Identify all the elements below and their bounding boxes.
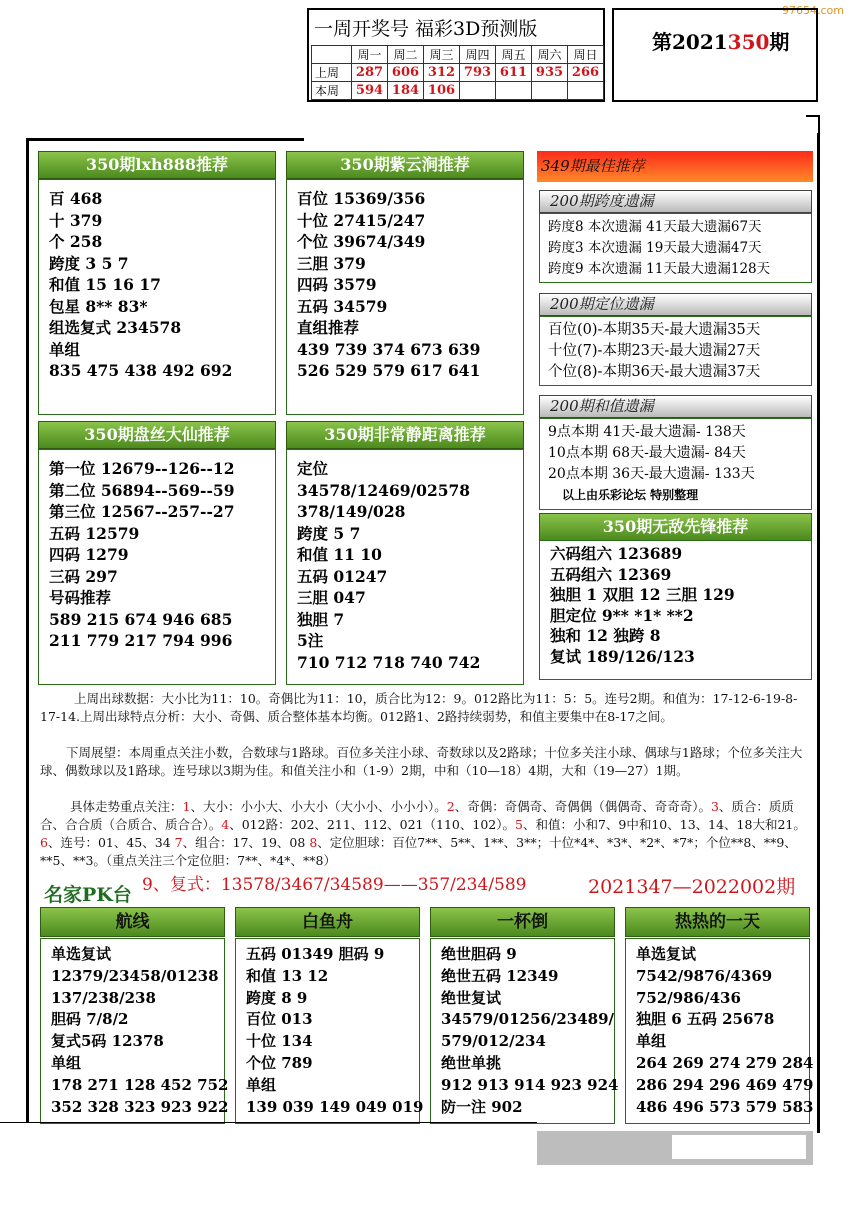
weekday-header: 周二 [388,46,424,64]
omission-line: 20点本期 36天-最大遗漏- 133天 [548,466,755,482]
panel-line: 第二位 56894--569--59 [49,480,235,500]
analysis-num: 2 [446,799,455,814]
panel-lxh888 [38,179,276,415]
panel-line: 912 913 914 923 924 [441,1075,619,1094]
omission-line: 跨度3 本次遗漏 19天最大遗漏47天 [548,240,762,256]
panel-title-ziyunjian: 350期紫云涧推荐 [286,151,524,179]
panel-line: 百 468 [49,189,103,208]
panel-line: 439 739 374 673 639 [297,339,481,359]
analysis-last-week: 上周出球数据：大小比为11：10。奇偶比为11：10，质合比为12：9。012路比为11：5：5。连号2期。和值为：17-12-6-19-8-17-14.上周出球特点分析：大小、奇偶、质合整体基本均衡。012路1、2路持续弱势，和值主要集中在8-17之间。 [40,691,798,724]
sum-omission-box [539,418,812,510]
panel-line: 单组 [246,1075,277,1094]
bottom-title-rerederyitian: 热热的一天 [625,907,810,937]
panel-line: 12379/23458/01238 [51,966,219,985]
row-label: 上周 [312,64,352,82]
analysis-text: 具体走势重点关注： [70,799,183,814]
panel-line: 定位 [297,459,329,478]
pk-period: 2021347—2022002期 [588,876,796,898]
panel-line: 178 271 128 452 752 [51,1075,229,1094]
panel-line: 四码 1279 [49,545,129,564]
panel-line: 十位 27415/247 [297,210,426,230]
weekday-header: 周四 [460,46,496,64]
panel-line: 个位 789 [246,1053,313,1072]
panel-line: 211 779 217 794 996 [49,631,233,650]
panel-line: 跨度 8 9 [246,988,308,1007]
panel-line: 352 328 323 923 922 [51,1097,229,1116]
panel-line: 包星 8** 83* [49,296,148,316]
draw-number [496,82,532,100]
weekday-header: 周五 [496,46,532,64]
panel-line: 五码组六 12369 [550,564,672,584]
panel-line: 绝世复试 [441,988,502,1007]
panel-line: 710 712 718 740 742 [297,652,481,672]
panel-line: 三胆 047 [297,588,366,607]
analysis-outlook: 下周展望：本周重点关注小数，合数球与1路球。百位多关注小球、奇数球以及2路球；十位多关注小球、偶球与1路球；个位多关注大球、偶数球以及1路球。连号球以3期为佳。和值关注小和（1-9）2期，中和（10—18）4期，大和（19—27）1期。 [40,745,803,778]
panel-line: 个 258 [49,232,103,251]
pk-label: 名家PK台 [44,884,132,906]
footer-inner [672,1135,806,1159]
watermark: 97654.com [782,4,844,17]
panel-line: 绝世胆码 9 [441,945,517,963]
panel-line: 835 475 438 492 692 [49,361,233,380]
issue-prefix: 第2021 [652,30,728,54]
panel-line: 防一注 902 [441,1097,523,1116]
draw-number [460,82,496,100]
table-row [312,82,604,100]
panel-line: 单组 [51,1053,82,1072]
panel-line: 和值 15 16 17 [49,275,161,294]
panel-title-feichangjingjuli: 350期非常静距离推荐 [286,421,524,449]
omission-line: 9点本期 41天-最大遗漏- 138天 [548,424,746,440]
position-omission-title: 200期定位遗漏 [539,293,812,316]
panel-line: 单组 [49,339,81,359]
analysis-text: 、012路：202、211、112、021（110、102）。 [229,817,515,832]
panel-line: 三码 297 [49,566,118,586]
draw-number: 266 [568,64,604,82]
weekday-header: 周六 [532,46,568,64]
issue-number [652,26,789,55]
panel-line: 跨度 3 5 7 [49,253,129,273]
row-label: 本周 [312,82,352,100]
weekly-draw-table [311,45,604,100]
bottom-line [0,1122,537,1123]
analysis-text: 、和值：小和7、9中和10、13、14、18大和21。 [522,817,806,832]
panel-feichangjingjuli [286,449,524,685]
panel-line: 34578/12469/02578 [297,480,471,500]
bottom-title-baiyuzhou: 白鱼舟 [235,907,420,937]
bottom-panel-rerederyitian [625,938,814,1124]
credit-note: 以上由乐彩论坛 特别整理 [562,488,699,502]
panel-line: 589 215 674 946 685 [49,609,233,629]
panel-line: 单选复试 [51,945,112,963]
panel-line: 号码推荐 [49,588,112,607]
weekday-header: 周三 [424,46,460,64]
panel-title-lxh888: 350期lxh888推荐 [38,151,276,179]
panel-line: 264 269 274 279 284 [636,1053,814,1072]
analysis-num: 5 [514,817,523,832]
panel-line: 胆码 7/8/2 [51,1010,129,1029]
panel-line: 7542/9876/4369 [636,966,773,985]
panel-line: 独和 12 独跨 8 [550,626,661,645]
panel-line: 独胆 7 [297,609,345,629]
issue-box [612,8,818,102]
panel-line: 5注 [297,631,324,650]
draw-number: 184 [388,82,424,100]
panel-line: 和值 11 10 [297,545,382,564]
panel-ziyunjian [286,179,524,415]
panel-line: 和值 13 12 [246,966,329,985]
panel-line: 独胆 6 五码 25678 [636,1010,775,1029]
analysis-num: 1 [182,799,191,814]
draw-number: 106 [424,82,460,100]
panel-line: 绝世五码 12349 [441,966,559,985]
panel-line: 139 039 149 049 019 [246,1097,424,1116]
panel-line: 752/986/436 [636,988,741,1007]
draw-number: 606 [388,64,424,82]
panel-line: 五码 01247 [297,566,388,586]
sum-omission-title: 200期和值遗漏 [539,395,812,418]
panel-line: 526 529 579 617 641 [297,361,481,380]
analysis-num: 4 [221,817,230,832]
analysis-trends [40,798,810,870]
bottom-panel-yibeidao [430,938,619,1124]
analysis-num: 6 [40,835,48,850]
bottom-title-hangxian: 航线 [40,907,225,937]
panel-line: 百位 15369/356 [297,189,426,208]
analysis-text: 、大小：小小大、小大小（大小小、小小小）。 [190,799,447,814]
analysis-text: 、连号：01、45、34 [47,835,175,850]
panel-line: 跨度 5 7 [297,523,361,543]
analysis-num: 7 [174,835,183,850]
frame-line [26,138,304,141]
panel-title-wudixianfeng: 350期无敌先锋推荐 [539,513,812,541]
bottom-title-yibeidao: 一杯倒 [430,907,615,937]
issue-suffix: 期 [769,30,790,54]
header-title: 一周开奖号 福彩3D预测版 [314,18,538,40]
panel-line: 三胆 379 [297,253,366,273]
panel-line: 组选复式 234578 [49,318,182,337]
draw-number: 611 [496,64,532,82]
draw-number: 935 [532,64,568,82]
panel-title-pansidaxian: 350期盘丝大仙推荐 [38,421,276,449]
omission-line: 跨度8 本次遗漏 41天最大遗漏67天 [548,219,762,235]
omission-line: 10点本期 68天-最大遗漏- 84天 [548,445,746,461]
panel-line: 单选复试 [636,945,697,963]
table-row [312,46,604,64]
panel-line: 486 496 573 579 583 [636,1097,814,1116]
omission-line: 跨度9 本次遗漏 11天最大遗漏128天 [548,261,771,277]
analysis-text: 、组合：17、19、08 [182,835,310,850]
panel-line: 378/149/028 [297,502,406,521]
panel-line: 复试 189/126/123 [550,646,695,666]
panel-line: 137/238/238 [51,988,156,1007]
panel-line: 复式5码 12378 [51,1032,164,1051]
span-omission-title: 200期跨度遗漏 [539,190,812,213]
analysis-num: 3 [710,799,719,814]
draw-number [568,82,604,100]
table-cell [312,46,352,64]
pk-fushi: 9、复式：13578/3467/34589——357/234/589 [142,875,527,895]
panel-line: 胆定位 9** *1* **2 [550,605,694,625]
panel-line: 直组推荐 [297,318,360,337]
weekday-header: 周日 [568,46,604,64]
weekday-header: 周一 [352,46,388,64]
frame-corner [806,115,820,135]
panel-pansidaxian [38,449,276,685]
frame-line [26,138,29,1123]
panel-line: 579/012/234 [441,1032,546,1051]
panel-line: 第一位 12679--126--12 [49,459,235,478]
analysis-num: 8 [309,835,318,850]
draw-number: 312 [424,64,460,82]
omission-line: 十位(7)-本期23天-最大遗漏27天 [548,343,761,359]
panel-line: 十位 134 [246,1032,313,1051]
panel-line: 百位 013 [246,1010,313,1029]
position-omission-box [539,316,812,386]
draw-number: 793 [460,64,496,82]
panel-line: 286 294 296 469 479 [636,1075,814,1094]
panel-line: 四码 3579 [297,275,377,294]
draw-number: 287 [352,64,388,82]
panel-line: 五码 34579 [297,296,388,316]
best-recommend-title: 349期最佳推荐 [537,151,813,182]
issue-num: 350 [727,30,770,54]
table-row [312,64,604,82]
omission-line: 百位(0)-本期35天-最大遗漏35天 [548,322,761,338]
draw-number [532,82,568,100]
panel-wudixianfeng [539,540,812,680]
bottom-panel-baiyuzhou [235,938,424,1124]
analysis-text: 、奇偶：奇偶奇、奇偶偶（偶偶奇、奇奇奇）。 [454,799,711,814]
bottom-panel-hangxian [40,938,229,1124]
draw-number: 594 [352,82,388,100]
analysis-text: 、定位胆球：百位7**、5**、1**、3**；十位*4*、*3*、*2*、*7*；个位**8、**9、**5、**3。（重点关注三个定位胆：7**、*4*、**8） [40,835,797,868]
panel-line: 五码 01349 胆码 9 [246,945,385,963]
span-omission-box [539,213,812,283]
analysis-text: 、质合：质质合、合合质（合质合、质合合）。 [40,799,794,832]
panel-line: 绝世单挑 [441,1053,502,1072]
panel-line: 十 379 [49,210,103,230]
panel-line: 第三位 12567--257--27 [49,502,235,521]
omission-line: 个位(8)-本期36天-最大遗漏37天 [548,364,761,380]
frame-line [817,133,820,1133]
panel-line: 五码 12579 [49,523,140,543]
panel-line: 六码组六 123689 [550,544,683,563]
panel-line: 个位 39674/349 [297,232,426,251]
panel-line: 独胆 1 双胆 12 三胆 129 [550,585,735,604]
panel-line: 单组 [636,1032,667,1051]
panel-line: 34579/01256/23489/ [441,1010,614,1029]
